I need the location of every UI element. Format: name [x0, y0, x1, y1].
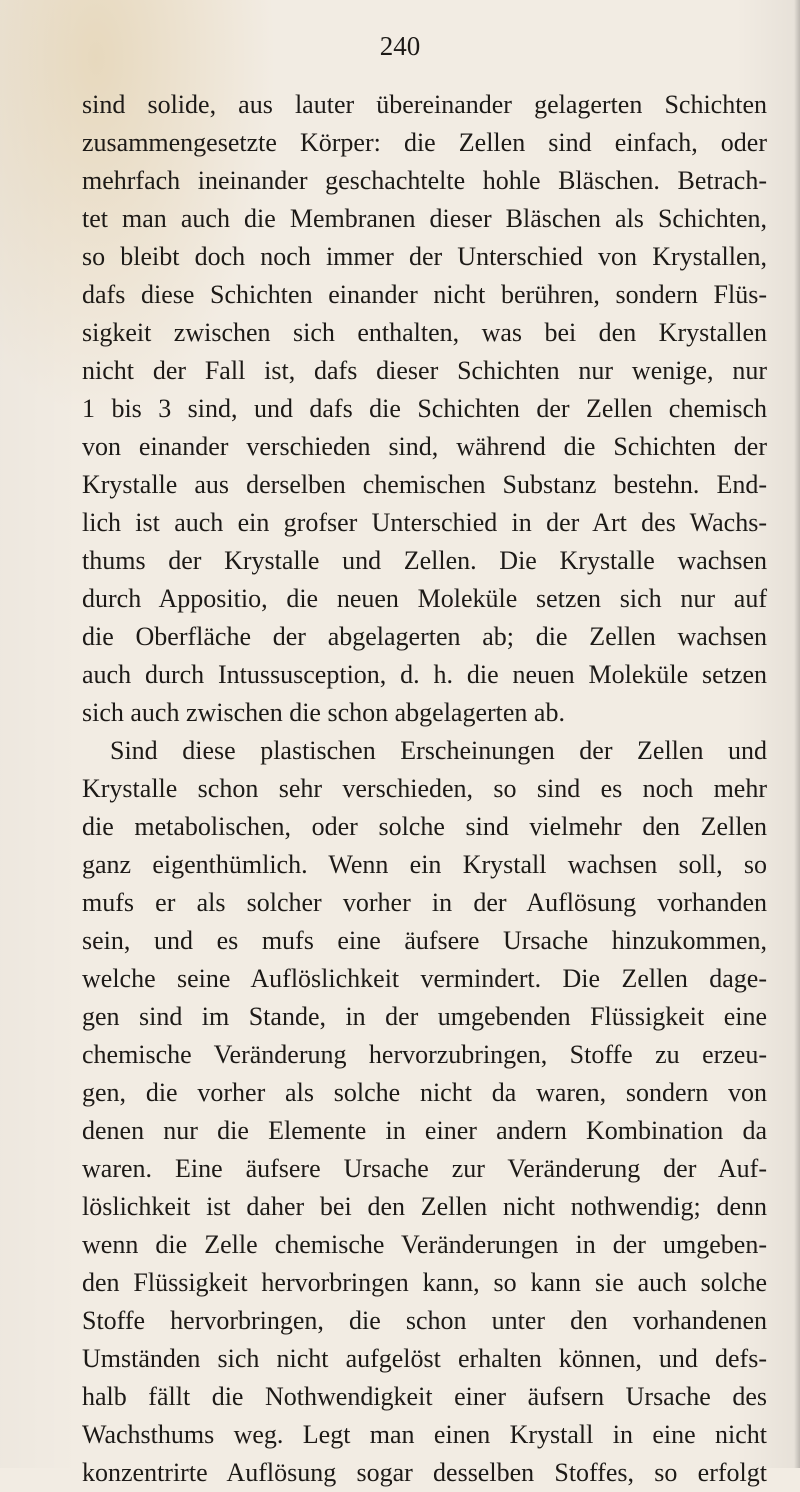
- text-line: durch Appositio, die neuen Moleküle setzen sich nur auf: [82, 584, 767, 613]
- text-line: wenn die Zelle chemische Veränderungen in der umgeben-: [82, 1230, 767, 1259]
- text-line: dafs diese Schichten einander nicht berühren, sondern Flüs-: [82, 280, 767, 309]
- text-line: den Flüssigkeit hervorbringen kann, so kann sie auch solche: [82, 1268, 767, 1297]
- text-line: die metabolischen, oder solche sind vielmehr den Zellen: [82, 812, 767, 841]
- text-line: löslichkeit ist daher bei den Zellen nicht nothwendig; denn: [82, 1192, 767, 1221]
- text-line: auch durch Intussusception, d. h. die neuen Moleküle setzen: [82, 660, 767, 689]
- text-line: waren. Eine äufsere Ursache zur Veränderung der Auf-: [82, 1154, 767, 1183]
- text-line: zusammengesetzte Körper: die Zellen sind einfach, oder: [82, 128, 767, 157]
- text-line: mehrfach ineinander geschachtelte hohle Bläschen. Betrach-: [82, 166, 767, 195]
- text-line: lich ist auch ein grofser Unterschied in der Art des Wachs-: [82, 508, 767, 537]
- text-line: Krystalle schon sehr verschieden, so sind es noch mehr: [82, 774, 767, 803]
- text-line: sigkeit zwischen sich enthalten, was bei den Krystallen: [82, 318, 767, 347]
- text-line-paragraph-end: sich auch zwischen die schon abgelagerten ab.: [82, 698, 565, 727]
- text-line: konzentrirte Auflösung sogar desselben Stoffes, so erfolgt: [82, 1458, 767, 1487]
- text-line: Stoffe hervorbringen, die schon unter den vorhandenen: [82, 1306, 767, 1335]
- text-line: tet man auch die Membranen dieser Bläschen als Schichten,: [82, 204, 767, 233]
- text-line: Wachsthums weg. Legt man einen Krystall in eine nicht: [82, 1420, 767, 1449]
- text-line: ganz eigenthümlich. Wenn ein Krystall wachsen soll, so: [82, 850, 767, 879]
- text-line: chemische Veränderung hervorzubringen, Stoffe zu erzeu-: [82, 1040, 767, 1069]
- text-line: gen sind im Stande, in der umgebenden Flüssigkeit eine: [82, 1002, 767, 1031]
- text-line: die Oberfläche der abgelagerten ab; die Zellen wachsen: [82, 622, 767, 651]
- text-line: so bleibt doch noch immer der Unterschied von Krystallen,: [82, 242, 767, 271]
- page-number: 240: [379, 31, 421, 61]
- page-edge-shadow: [794, 0, 800, 1468]
- text-line: Krystalle aus derselben chemischen Substanz bestehn. End-: [82, 470, 767, 499]
- body-text: [82, 86, 767, 1492]
- text-line: welche seine Auflöslichkeit vermindert. Die Zellen dage-: [82, 964, 767, 993]
- text-line: mufs er als solcher vorher in der Auflösung vorhanden: [82, 888, 767, 917]
- text-line: nicht der Fall ist, dafs dieser Schichten nur wenige, nur: [82, 356, 767, 385]
- text-line: denen nur die Elemente in einer andern Kombination da: [82, 1116, 767, 1145]
- text-line: sind solide, aus lauter übereinander gelagerten Schichten: [82, 90, 767, 119]
- text-line: 1 bis 3 sind, und dafs die Schichten der Zellen chemisch: [82, 394, 767, 423]
- text-line: thums der Krystalle und Zellen. Die Krystalle wachsen: [82, 546, 767, 575]
- text-line: gen, die vorher als solche nicht da waren, sondern von: [82, 1078, 767, 1107]
- text-line: Umständen sich nicht aufgelöst erhalten können, und defs-: [82, 1344, 767, 1373]
- text-line-paragraph-start: Sind diese plastischen Erscheinungen der Zellen und: [110, 736, 767, 765]
- text-line: sein, und es mufs eine äufsere Ursache hinzukommen,: [82, 926, 767, 955]
- text-line: von einander verschieden sind, während die Schichten der: [82, 432, 767, 461]
- text-line: halb fällt die Nothwendigkeit einer äufsern Ursache des: [82, 1382, 767, 1411]
